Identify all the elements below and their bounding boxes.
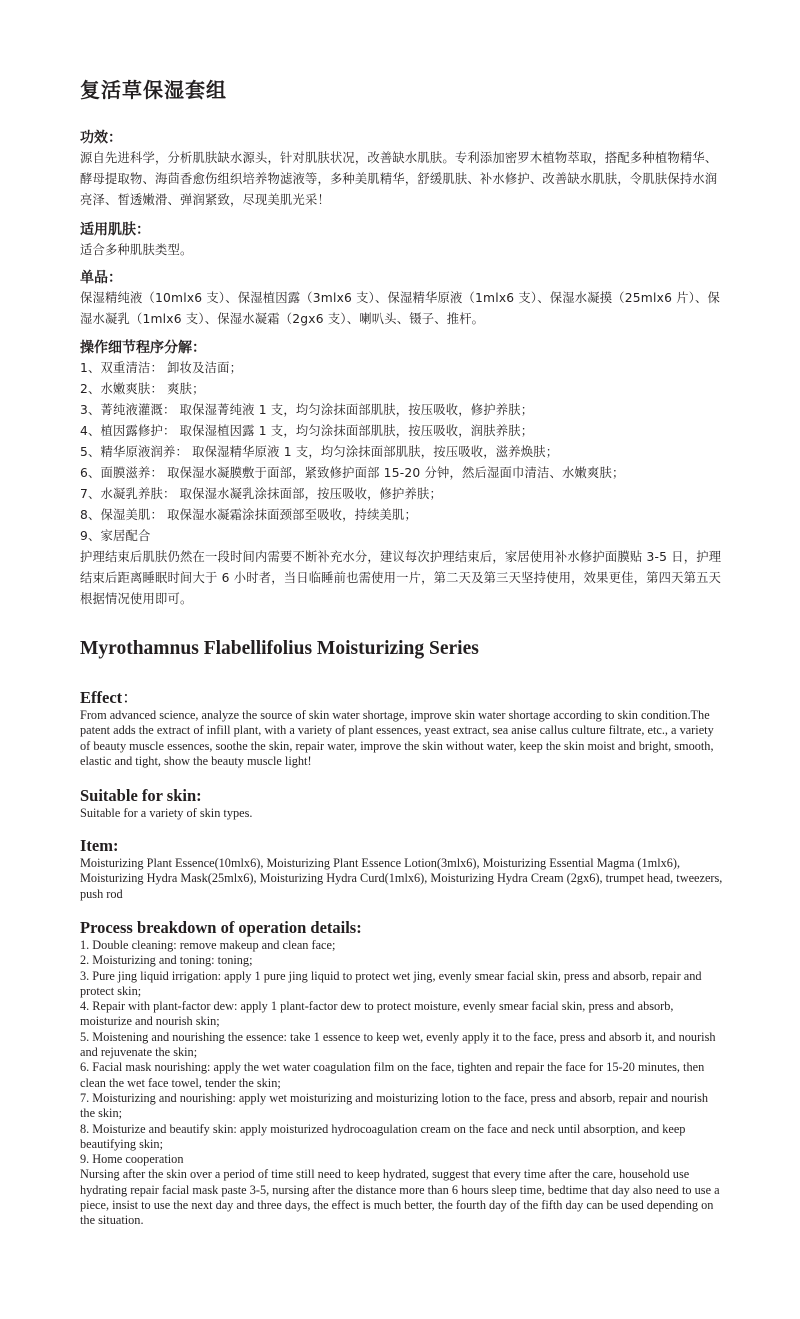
cn-home-care-text: 护理结束后肌肤仍然在一段时间内需要不断补充水分，建议每次护理结束后，家居使用补水修护面膜贴 3-5 日，护理结束后距离睡眠时间大于 6 小时者，当日临睡前也需使用一片，第二天及第三天坚持使用，效果更佳，第四天第五天根据情况使用即可。 (80, 550, 722, 606)
cn-skin-text: 适合多种肌肤类型。 (80, 243, 193, 257)
en-items-text: Moisturizing Plant Essence(10mlx6), Moisturizing Plant Essence Lotion(3mlx6), Moisturizing Essential Magma (1mlx6), Moisturizing Hydra Mask(25mlx6), Moisturizing Hydra Curd(1mlx6), Moisturizing Hydra Cream (2gx6), trumpet head, tweezers, push rod (80, 856, 723, 901)
en-process-step: 4. Repair with plant-factor dew: apply 1 plant-factor dew to protect moisture, evenly smear facial skin, press and absorb, moisturize and nourish skin; (80, 999, 674, 1029)
en-page-title: Myrothamnus Flabellifolius Moisturizing Series (80, 638, 479, 659)
en-process-step: 5. Moistening and nourishing the essence: take 1 essence to keep wet, evenly apply it to the face, press and absorb it, and nourish and rejuvenate the skin; (80, 1029, 716, 1060)
en-items-section (80, 836, 725, 902)
en-process-step: 2. Moisturizing and toning: toning; (80, 953, 253, 968)
cn-process-step: 3、菁纯液灌溉： 取保湿菁纯液 1 支，均匀涂抹面部肌肤，按压吸收，修护养肤； (80, 403, 534, 417)
en-effect-section (80, 688, 725, 769)
en-effect-heading-text: Effect (80, 688, 123, 707)
cn-items-text: 保湿精纯液（10mlx6 支）、保湿植因露（3mlx6 支）、保湿精华原液（1mlx6 支）、保湿水凝摸（25mlx6 片）、保湿水凝乳（1mlx6 支）、保湿水凝霜（2gx6 支）、喇叭头、镊子、推杆。 (80, 291, 721, 326)
cn-process-heading: 操作细节程序分解： (80, 340, 206, 356)
cn-process-step: 5、精华原液润养： 取保湿精华原液 1 支，均匀涂抹面部肌肤，按压吸收，滋养焕肤； (80, 445, 559, 459)
cn-process-section (80, 338, 725, 610)
en-process-step: 8. Moisturize and beautify skin: apply moisturized hydrocoagulation cream on the face and neck until absorption, and keep beautifying skin; (80, 1121, 686, 1151)
en-effect-heading (80, 688, 725, 708)
cn-process-list (80, 358, 725, 547)
en-process-step: 3. Pure jing liquid irrigation: apply 1 pure jing liquid to protect wet jing, evenly smear facial skin, press and absorb, repair and protect skin; (80, 968, 702, 998)
cn-process-step: 7、水凝乳养肤： 取保湿水凝乳涂抹面部，按压吸收，修护养肤； (80, 487, 443, 501)
en-effect-heading-colon: ： (122, 688, 139, 707)
en-process-section (80, 918, 725, 1229)
cn-items-section (80, 268, 725, 330)
en-skin-section (80, 786, 725, 821)
cn-process-step: 6、面膜滋养： 取保湿水凝膜敷于面部，紧致修护面部 15-20 分钟，然后湿面巾清洁、水嫩爽肤； (80, 466, 625, 480)
cn-process-step: 1、双重清洁： 卸妆及洁面； (80, 361, 243, 375)
cn-process-step: 8、保湿美肌： 取保湿水凝霜涂抹面颈部至吸收，持续美肌； (80, 508, 418, 522)
cn-skin-heading: 适用肌肤： (80, 222, 150, 238)
en-process-step: 9. Home cooperation (80, 1152, 184, 1167)
cn-page-title: 复活草保湿套组 (80, 78, 227, 102)
cn-effect-section (80, 128, 725, 211)
en-process-step: 6. Facial mask nourishing: apply the wet water coagulation film on the face, tighten and repair the face for 15-20 minutes, then clean the wet face towel, tender the skin; (80, 1060, 705, 1090)
cn-process-step: 2、水嫩爽肤： 爽肤； (80, 382, 205, 396)
cn-process-step: 4、植因露修护： 取保湿植因露 1 支，均匀涂抹面部肌肤，按压吸收，润肤养肤； (80, 424, 534, 438)
en-home-care-text: Nursing after the skin over a period of time still need to keep hydrated, suggest that every time after the care, household use hydrating repair facial mask paste 3-5, nursing after the distance more than 6 hours sleep time, bedtime that day also need to use a piece, insist to use the next day and three days, the effect is much better, the fourth day of the fifth day can be used depending on the situation. (80, 1167, 720, 1228)
en-process-heading: Process breakdown of operation details: (80, 918, 362, 937)
en-process-step: 1. Double cleaning: remove makeup and clean face; (80, 938, 336, 952)
cn-skin-section (80, 220, 725, 261)
en-skin-text: Suitable for a variety of skin types. (80, 806, 253, 820)
cn-items-heading: 单品： (80, 270, 122, 286)
en-process-step: 7. Moisturizing and nourishing: apply wet moisturizing and moisturizing lotion to the face, press and absorb, repair and nourish the skin; (80, 1090, 709, 1121)
en-items-heading: Item: (80, 836, 119, 855)
en-effect-text: From advanced science, analyze the source of skin water shortage, improve skin water shortage according to skin condition.The patent adds the extract of infill plant, with a variety of plant essences, yeast extract, sea anise callus culture filtrate, etc., a variety of beauty muscle essences, soothe the skin, repair water, improve the skin without water, keep the skin moist and bright, smooth, elastic and tight, show the beauty muscle light! (80, 708, 714, 768)
en-skin-heading: Suitable for skin: (80, 786, 202, 805)
cn-effect-heading: 功效： (80, 130, 122, 146)
en-process-list (80, 938, 725, 1167)
cn-effect-text: 源自先进科学，分析肌肤缺水源头，针对肌肤状况，改善缺水肌肤。专利添加密罗木植物萃取，搭配多种植物精华、酵母提取物、海茴香愈伤组织培养物滤液等，多种美肌精华，舒缓肌肤、补水修护、改善缺水肌肤，令肌肤保持水润亮泽、皙透嫩滑、弹润紧致，尽现美肌光采！ (80, 151, 718, 207)
cn-process-step: 9、家居配合 (80, 529, 151, 543)
